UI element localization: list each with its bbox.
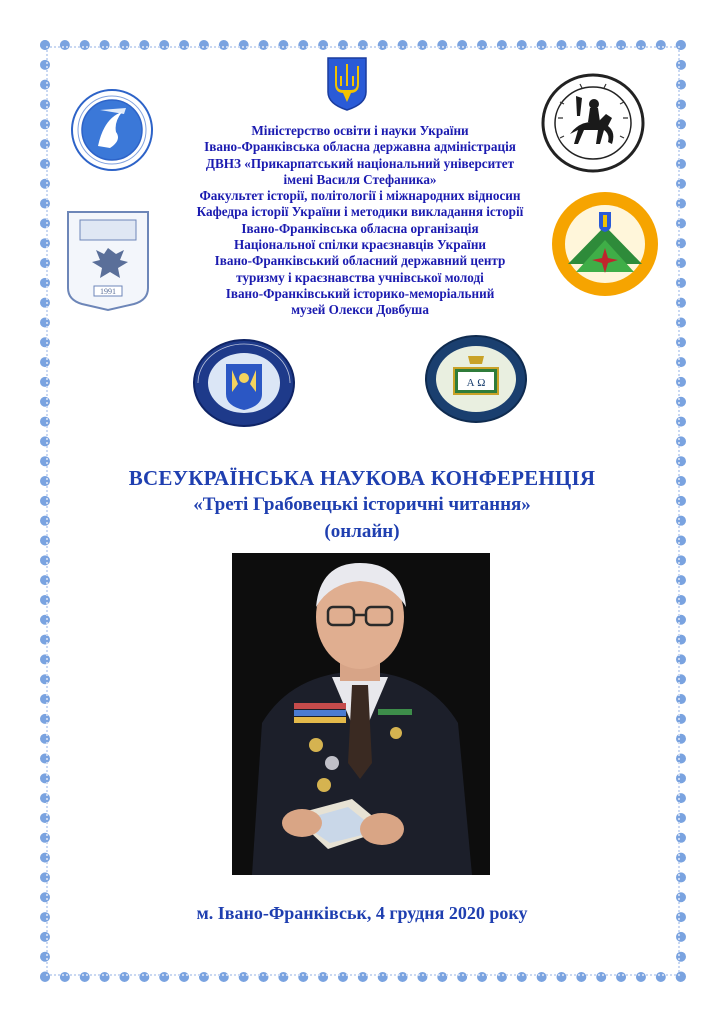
organizer-line: музей Олекси Довбуша: [291, 302, 429, 318]
conference-subtitle: «Треті Грабовецькі історичні читання»: [193, 494, 531, 515]
university-emblem-letters: А Ω: [466, 377, 486, 389]
conference-format: (онлайн): [324, 521, 400, 542]
organizer-line: Івано-Франківська обласна організація: [241, 220, 479, 236]
ksu-round-emblem-icon: [70, 88, 154, 172]
place-and-date: м. Івано-Франківськ, 4 грудня 2020 року: [196, 903, 528, 923]
portrait-illustration: [232, 553, 490, 875]
organizer-line: Національної спілки краєзнавців України: [233, 237, 487, 253]
faculty-history-emblem-icon: [192, 338, 296, 428]
organizer-line: Факультет історії, політології і міжнародних відносин: [199, 188, 521, 204]
organizers-list: [150, 123, 570, 319]
university-emblem-icon: [424, 334, 528, 424]
organizer-line: ДВНЗ «Прикарпатський національний університет: [205, 155, 515, 171]
organizer-line: імені Василя Стефаника»: [283, 171, 437, 187]
portrait-photo: [232, 553, 490, 875]
organizer-line: Кафедра історії України і методики викладання історії: [196, 204, 524, 220]
conference-title: ВСЕУКРАЇНСЬКА НАУКОВА КОНФЕРЕНЦІЯ: [128, 466, 596, 490]
organizer-line: туризму і краєзнавства учнівської молоді: [236, 269, 484, 285]
organizer-line: Івано-Франківський історико-меморіальний: [225, 285, 495, 301]
trident-coat-of-arms-icon: [326, 56, 368, 112]
stamp-year: 1991: [100, 287, 116, 296]
regional-stamp-seal-icon: [64, 208, 152, 312]
organizer-line: Івано-Франківська обласна державна адміністрація: [204, 139, 516, 155]
organizer-line: Івано-Франківський обласний державний центр: [214, 253, 506, 269]
organizer-line: Міністерство освіти і науки України: [251, 123, 469, 138]
